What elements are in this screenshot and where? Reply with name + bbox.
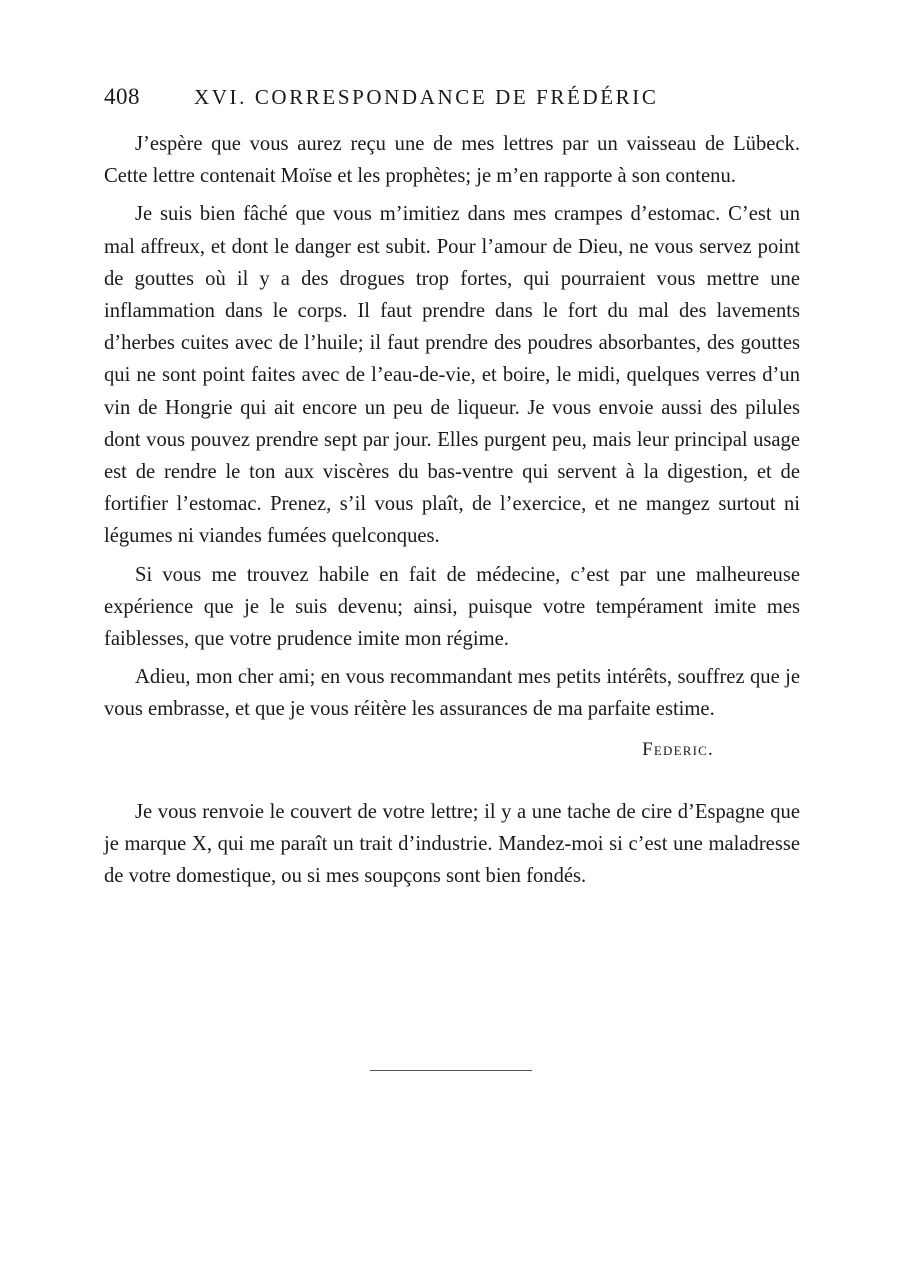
page [104,84,800,898]
running-head [104,84,800,124]
end-rule [370,1070,532,1071]
running-title: XVI. CORRESPONDANCE DE FRÉDÉRIC [194,85,659,109]
signature: Federic. [642,738,714,760]
paragraph-1: J’espère que vous aurez reçu une de mes lettres par un vaisseau de Lübeck. Cette lettre contenait Moïse et les prophètes; je m’en rapporte à son contenu. [104,133,800,188]
postscript: Je vous renvoie le couvert de votre lettre; il y a une tache de cire d’Espagne que je marque X, qui me paraît un trait d’industrie. Mandez-moi si c’est une maladresse de votre domestique, ou si mes soupçons sont bien fondés. [104,800,800,888]
paragraph-2: Je suis bien fâché que vous m’imitiez dans mes crampes d’estomac. C’est un mal affreux, et dont le danger est subit. Pour l’amour de Dieu, ne vous servez point de gouttes où il y a des drogues trop fortes, qui pourraient vous mettre une inflammation dans le corps. Il faut prendre dans le fort du mal des lavements d’herbes cuites avec de l’huile; il faut prendre des poudres absorbantes, des gouttes qui ne sont point faites avec de l’eau-de-vie, et boire, le midi, quelques verres d’un vin de Hongrie qui ait encore un peu de liqueur. Je vous envoie aussi des pilules dont vous pouvez prendre sept par jour. Elles purgent peu, mais leur principal usage est de rendre le ton aux viscères du bas-ventre qui servent à la digestion, et de fortifier l’estomac. Prenez, s’il vous plaît, de l’exercice, et ne mangez surtout ni légumes ni viandes fumées quelconques. [104,203,800,548]
page-number: 408 [104,84,140,109]
paragraph-3: Si vous me trouvez habile en fait de médecine, c’est par une malheureuse expérience que je le suis devenu; ainsi, puisque votre tempérament imite mes faiblesses, que votre prudence imite mon régime. [104,563,800,651]
paragraph-4: Adieu, mon cher ami; en vous recommandant mes petits intérêts, souffrez que je vous embrasse, et que je vous réitère les assurances de ma parfaite estime. [104,666,800,721]
